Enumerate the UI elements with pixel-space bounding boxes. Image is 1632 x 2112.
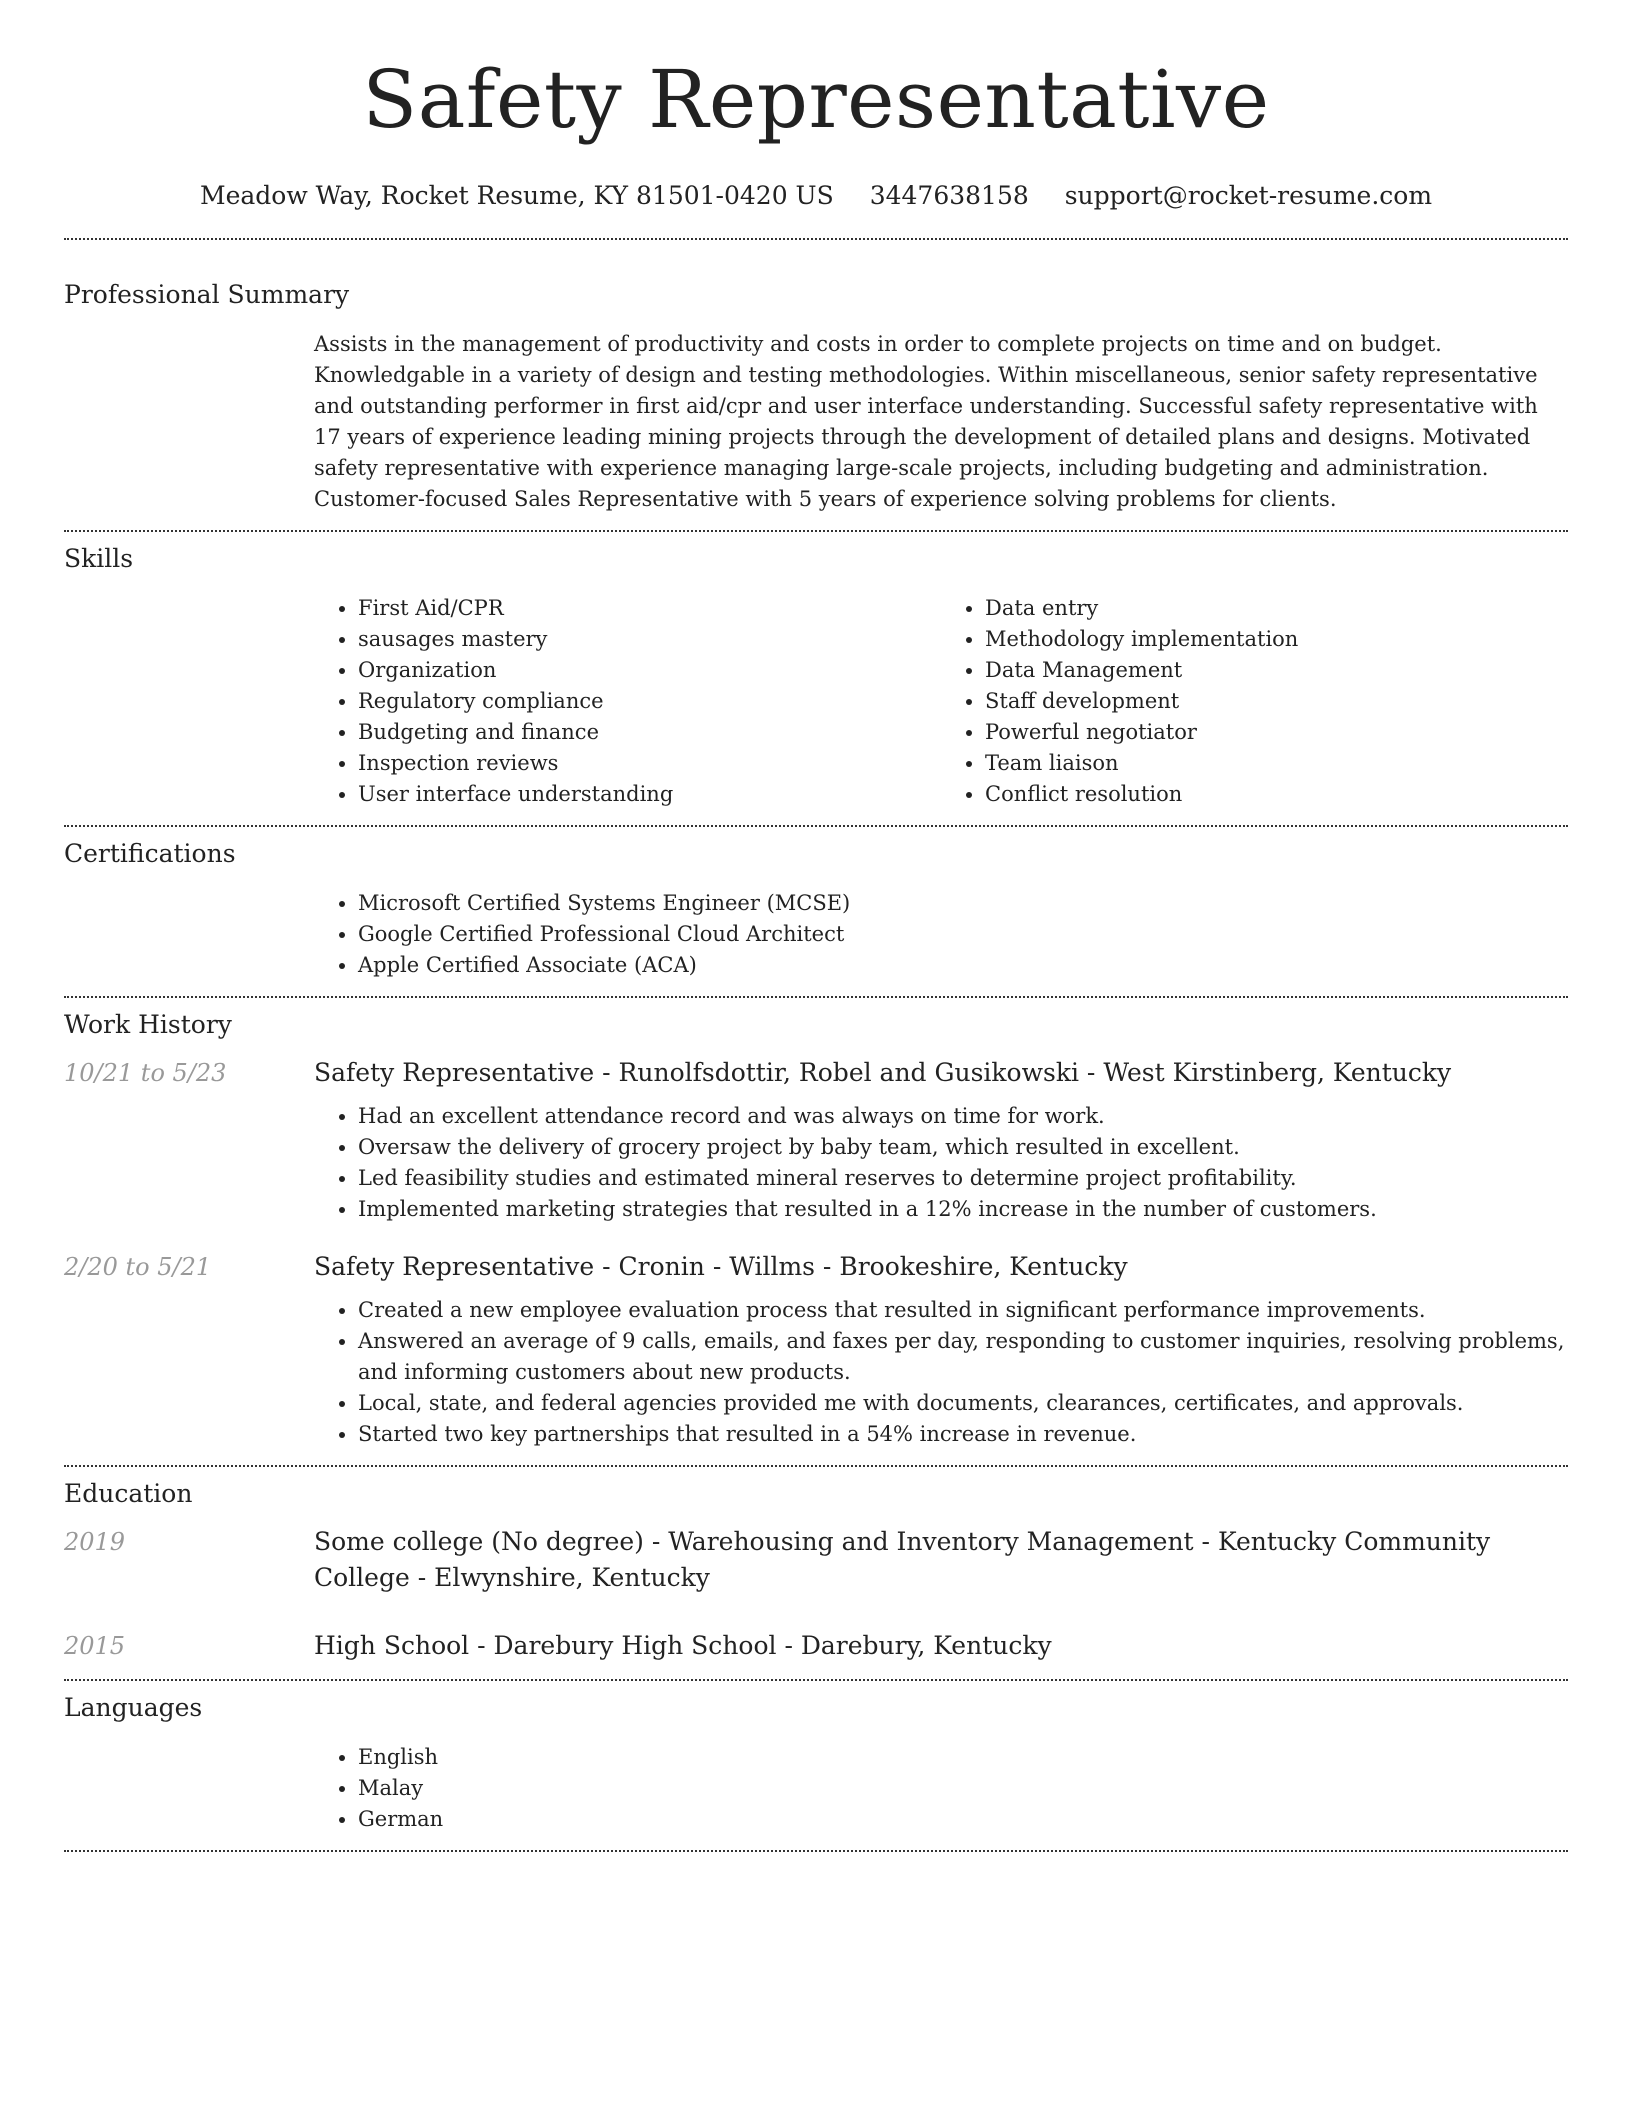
education-year: 2015 [64, 1632, 126, 1660]
contact-address: Meadow Way, Rocket Resume, KY 81501-0420 US [199, 181, 834, 210]
list-item: • Malay [358, 1773, 1568, 1804]
skills-section [64, 532, 1568, 810]
section-title-certifications: Certifications [64, 839, 236, 868]
job-entry [64, 1249, 1568, 1450]
contact-phone: 3447638158 [869, 181, 1029, 210]
summary-text: Assists in the management of productivity and costs in order to complete projects on time and on budget. Knowledgable in a variety of design and testing methodologies. Within miscellaneous, senior safety representative and outstanding performer in first aid/cpr and user interface understanding. Successful safety representative with 17 years of experience leading mining projects through the development of detailed plans and designs. Motivated safety representative with experience managing large-scale projects, including budgeting and administration. Customer-focused Sales Representative with 5 years of experience solving problems for clients. [314, 332, 1538, 511]
skills-list-right [941, 593, 1568, 810]
contact-email: support@rocket-resume.com [1064, 181, 1433, 210]
list-item: • Conflict resolution [985, 779, 1568, 810]
list-item: • sausages mastery [358, 624, 941, 655]
list-item: • Inspection reviews [358, 748, 941, 779]
list-item: • Microsoft Certified Systems Engineer (MCSE) [358, 888, 1568, 919]
list-item: • Regulatory compliance [358, 686, 941, 717]
resume-header [0, 0, 1632, 214]
list-item: • Staff development [985, 686, 1568, 717]
education-entry [64, 1524, 1568, 1596]
section-title-skills: Skills [64, 544, 134, 573]
list-item: • Answered an average of 9 calls, emails, and faxes per day, responding to customer inquiries, resolving problems, and informing customers about new products. [358, 1326, 1568, 1388]
list-item: • Google Certified Professional Cloud Architect [358, 919, 1568, 950]
page-title: Safety Representative [362, 53, 1270, 146]
education-title: Some college (No degree) - Warehousing and Inventory Management - Kentucky Community College - Elwynshire, Kentucky [314, 1527, 1491, 1592]
list-item: • First Aid/CPR [358, 593, 941, 624]
list-item: • German [358, 1804, 1568, 1835]
job-dates: 10/21 to 5/23 [64, 1059, 227, 1087]
list-item: • Methodology implementation [985, 624, 1568, 655]
section-title-work: Work History [64, 1010, 232, 1039]
list-item: • Apple Certified Associate (ACA) [358, 950, 1568, 981]
work-section [64, 998, 1568, 1450]
education-year: 2019 [64, 1528, 126, 1556]
list-item: • Had an excellent attendance record and was always on time for work. [358, 1101, 1568, 1132]
contact-line [0, 178, 1632, 214]
education-title: High School - Darebury High School - Darebury, Kentucky [314, 1631, 1052, 1660]
job-dates: 2/20 to 5/21 [64, 1253, 212, 1281]
certifications-section [64, 827, 1568, 981]
list-item: • Team liaison [985, 748, 1568, 779]
list-item: • Data entry [985, 593, 1568, 624]
list-item: • User interface understanding [358, 779, 941, 810]
list-item: • Oversaw the delivery of grocery project by baby team, which resulted in excellent. [358, 1132, 1568, 1163]
skills-list-left [314, 593, 941, 810]
list-item: • Led feasibility studies and estimated mineral reserves to determine project profitability. [358, 1163, 1568, 1194]
list-item: • Powerful negotiator [985, 717, 1568, 748]
job-title: Safety Representative - Runolfsdottir, Robel and Gusikowski - West Kirstinberg, Kentucky [314, 1058, 1452, 1087]
section-title-summary: Professional Summary [64, 280, 350, 309]
certifications-list [314, 888, 1568, 981]
divider [64, 1850, 1568, 1852]
list-item: • Data Management [985, 655, 1568, 686]
section-title-languages: Languages [64, 1693, 203, 1722]
job-entry [64, 1055, 1568, 1225]
job-title: Safety Representative - Cronin - Willms - Brookeshire, Kentucky [314, 1252, 1128, 1281]
list-item: • Created a new employee evaluation process that resulted in significant performance improvements. [358, 1295, 1568, 1326]
list-item: • Implemented marketing strategies that resulted in a 12% increase in the number of customers. [358, 1194, 1568, 1225]
job-bullets [314, 1101, 1568, 1225]
education-entry [64, 1628, 1568, 1664]
list-item: • Organization [358, 655, 941, 686]
list-item: • Budgeting and finance [358, 717, 941, 748]
languages-list [314, 1742, 1568, 1835]
job-bullets [314, 1295, 1568, 1450]
summary-section [64, 240, 1568, 515]
section-title-education: Education [64, 1479, 193, 1508]
list-item: • Started two key partnerships that resulted in a 54% increase in revenue. [358, 1419, 1568, 1450]
list-item: • English [358, 1742, 1568, 1773]
education-section [64, 1467, 1568, 1664]
languages-section [64, 1681, 1568, 1835]
list-item: • Local, state, and federal agencies provided me with documents, clearances, certificates, and approvals. [358, 1388, 1568, 1419]
